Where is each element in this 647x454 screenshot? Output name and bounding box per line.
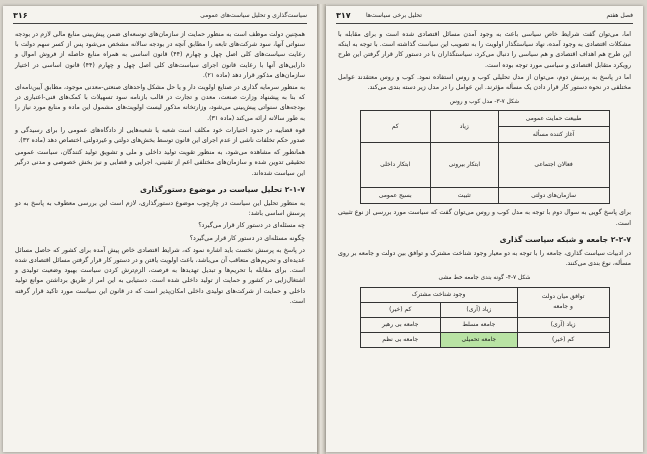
paragraph: اما در پاسخ به پرسش دوم، می‌توان از مدل تحلیلی کوب و روس استفاده نمود. کوب و روس معتقدند عوامل مختلفی در نحوه دستور کار قرار دادن یک مسأله مؤثرند. این عوامل را در مدل زیر دسته بندی می‌کند. — [338, 73, 631, 92]
left-page-number: ۳۱۶ — [13, 11, 28, 20]
table-cell: ابتکار بیرونی — [430, 143, 498, 188]
table-cell: تثبیت — [430, 188, 498, 204]
right-page — [326, 6, 643, 452]
table2-caption: شکل ۷-۴- گونه بندی جامعه خط مشی — [438, 275, 531, 282]
right-header-chapter: فصل هفتم — [606, 12, 633, 19]
table-cell: کم (خیر) — [360, 302, 440, 317]
question-item: چه مسئله‌ای در دستور کار قرار می‌گیرد؟ — [198, 222, 305, 230]
corner-label: توافق میان دولت — [541, 292, 585, 300]
table-cell: بسیج عمومی — [360, 188, 430, 204]
right-page-header — [336, 11, 633, 24]
table-row — [360, 111, 609, 127]
table-corner-cell — [517, 287, 609, 317]
paragraph: قوه قضاییه در حدود اختیارات خود مکلف است شعبه یا شعبه‌هایی از دادگاه‌های عمومی را برای رسیدگی و صدور حکم تخلفات ناشی از عدم اجرای این قانون توسط بخش‌های دولتی و غیردولتی اختصاص دهد (ماده ۳۲). — [15, 126, 305, 145]
table-cell: ابتکار داخلی — [360, 143, 430, 188]
corner-label: و جامعه — [553, 303, 573, 311]
paragraph: به منظور تحلیل این سیاست در چارچوب موضوع دستورگذاری، لازم است این بررسی معطوف به پاسخ به دو پرسش اساسی باشد: — [15, 200, 305, 218]
paragraph: اما، می‌توان گفت شرایط خاص سیاسی باعث به وجود آمدن مسائل اقتصادی شده است و برای مقابله با مشکلات اقتصادی به وجود آمده، نهاد سیاستگذار اولویت را به تصویب این سیاست گذاشته است. با توجه به اینکه این طرح هم اهداف اقتصادی و هم سیاسی را دنبال می‌کرد، سیاستگذاران با در دستور کار قرار گرفتن این طرح رویکرد متقابل اقتصادی و سیاسی مورد توجه بوده است. — [338, 31, 631, 69]
table-cell: آغاز کننده مسأله — [498, 127, 609, 143]
book-gutter — [317, 4, 326, 454]
table-row — [360, 143, 609, 188]
question-item: چگونه مسئله‌ای در دستور کار قرار می‌گیرد؟ — [189, 234, 305, 242]
table-cell: فعالان اجتماعی — [498, 143, 609, 188]
right-page-number: ۳۱۷ — [336, 11, 351, 20]
table-cell: جامعه مسلط — [440, 317, 517, 332]
table-row — [360, 317, 609, 332]
highlighted-cell: جامعه تحمیلی — [440, 332, 517, 347]
section-heading: ۲-۲-۷ جامعه و شبکه سیاست گذاری — [499, 234, 631, 244]
table-cell: طبیعت حمایت عمومی — [498, 111, 609, 127]
table-row — [360, 287, 609, 302]
section-heading: ۲-۱-۷ تحلیل سیاست در موضوع دستورگذاری — [139, 184, 305, 194]
table-cell: زیاد (آری) — [440, 302, 517, 317]
cobb-ross-table — [360, 110, 610, 204]
table-cell: کم (خیر) — [517, 332, 609, 347]
paragraph: برای پاسخ گویی به سوال دوم با توجه به مدل کوب و روس می‌توان گفت که سیاست مورد بررسی از نوع تثبیتی است. — [338, 209, 631, 227]
paragraph: در پاسخ به پرسش نخست باید اشاره نمود که، شرایط اقتصادی خاص پیش آمده برای کشور که حاصل مسائل عدیده‌ای و تحریم‌های متعاقب آن می‌باشد، باعث اولویت یافتن و در دستور کار قرار گرفتن مسائل اقتصادی شده است. برای مقابله با تحریم‌ها و تبدیل تهدید‌ها به فرصت، الزم‌ترش کردن سیاست بهبود وضعیت تولیدی و اشتغال‌زایی در کشور و حمایت از تولید داخلی شده است. دستیابی به این امر از طریق برداشتن موانع تولید داخلی و حمایت از شرکت‌های تولیدی داخلی امکان‌پذیر است که در قانون این سیاست مورد تاکید قرار گرفته است. — [15, 246, 305, 305]
paragraph: همانطور که مشاهده می‌شود، به منظور تقویت تولید داخلی و ملی و تشویق تولید کنندگان، سیاست عمومی تحقیقی تدوین شده و سازمان‌های مختلفی اعم از تقنینی، اجرایی و قضایی و نیز بخش خصوصی و مدنی درگیر این سیاست شده‌اند. — [15, 149, 305, 177]
table-cell: سازمان‌های دولتی — [498, 188, 609, 204]
table-cell: وجود شناخت مشترک — [360, 287, 517, 302]
table-cell: زیاد — [430, 111, 498, 143]
right-header-title: تحلیل برخی سیاست‌ها — [366, 12, 422, 19]
table-row — [360, 188, 609, 204]
paragraph: به منظور سرمایه گذاری در صنایع اولویت دار و یا حل مشکل واحدهای صنعتی-معدنی موجود، مطابق آیین‌نامه‌ای که بنا به پیشنهاد وزارت صنعت، معدن و تجارت در قالب بازنامه سود تسهیلات با کمک‌های فنی-اعتباری در بودجه‌های سنواتی پیش‌بینی می‌شود، وزارتخانه مذکور لیست اولویت‌های مشمول این ماده و منابع مورد نیاز را به طور سالانه ارائه می‌کند (ماده ۳۱). — [15, 84, 305, 122]
left-page-header — [13, 11, 307, 24]
table1-caption: شکل ۷-۳- مدل کوب و روس — [449, 99, 520, 106]
table-cell: زیاد (آری) — [517, 317, 609, 332]
table-row — [360, 332, 609, 347]
left-header-title: سیاست‌گذاری و تحلیل سیاست‌های عمومی — [200, 12, 307, 19]
paragraph: همچنین دولت موظف است به منظور حمایت از سازمان‌های توسعه‌ای ضمن پیش‌بینی منابع مالی لازم در بودجه سنواتی آنها، سود شرکت‌های تابعه را مطابق آنچه در بودجه سالانه مشخص می‌شود پس از کسر سهم دولت با رعایت سیاست‌های کلی اصل چهل و چهارم (۴۴) قانون اساسی به همراه منابع حاصله از فروش اموال و دارایی‌های آنها با رعایت قانون اجرای سیاست‌های کلی اصل چهل و چهارم (۴۴) قانون اساسی در اختیار سازمان‌های مذکور قرار دهد (ماده ۲۱). — [15, 31, 305, 79]
paragraph: در ادبیات سیاست گذاری، جامعه را با توجه به دو معیار وجود شناخت مشترک و توافق بین دولت و جامعه بر روی مسأله، نوع بندی می‌کنند. — [338, 250, 631, 268]
policy-community-table — [360, 287, 610, 348]
left-page-body — [15, 30, 305, 309]
table-cell: جامعه بی نظم — [360, 332, 440, 347]
right-page-body — [338, 30, 631, 352]
table-cell: کم — [360, 111, 430, 143]
left-page — [3, 6, 317, 452]
table-cell: جامعه بی رهبر — [360, 317, 440, 332]
